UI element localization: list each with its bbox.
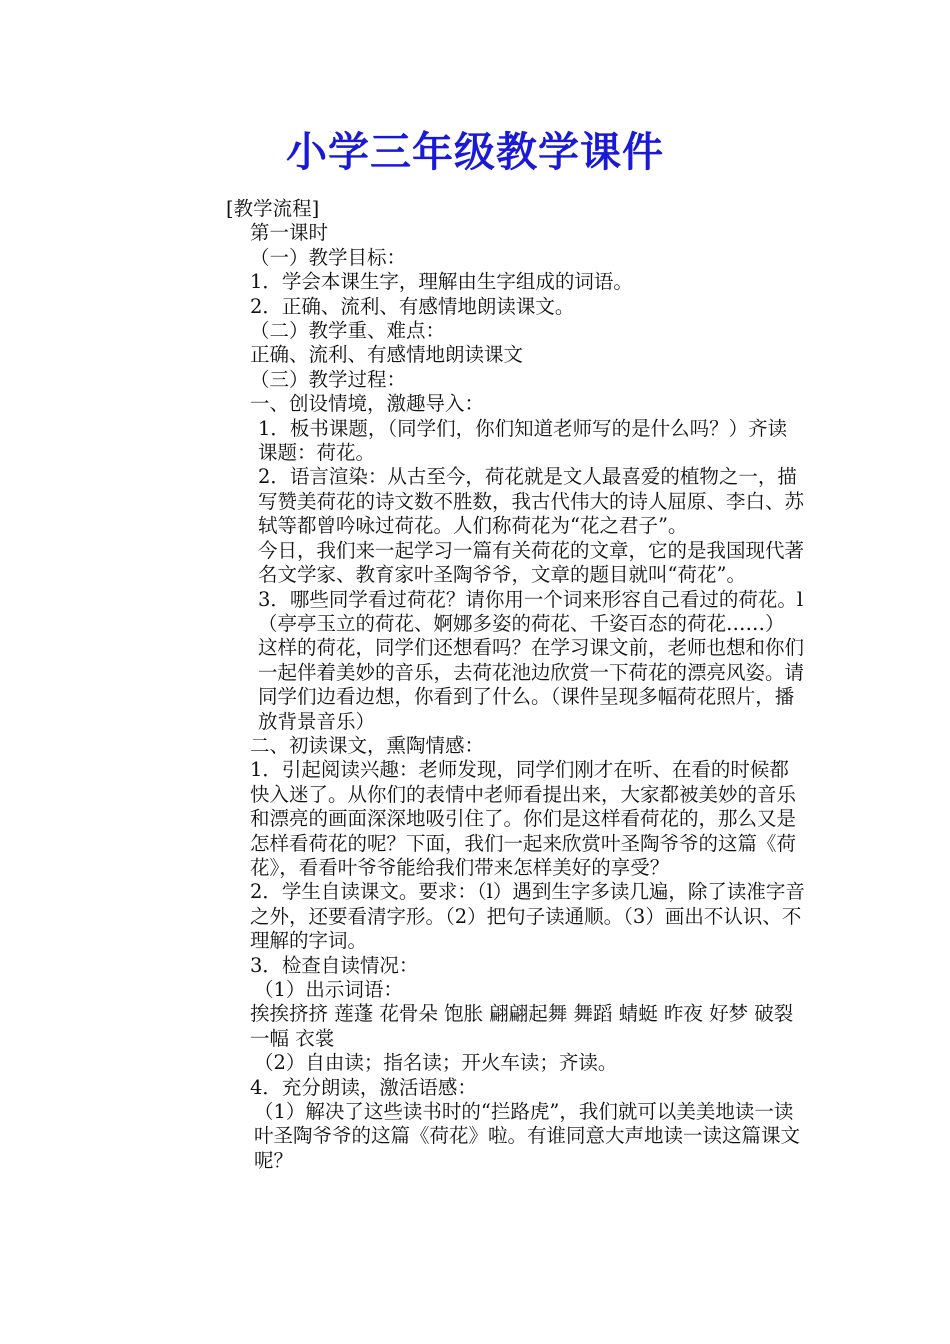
key-points-text: 正确、流利、有感情地朗读课文 bbox=[250, 343, 524, 367]
paragraph: 1．引起阅读兴趣：老师发现，同学们刚才在听、在看的时候都快入迷了。从你们的表情中老师看提出来，大家都被美妙的音乐和漂亮的画面深深地吸引住了。你们是这样看荷花的，那么又是怎样看荷花的呢？下面，我们一起来欣赏叶圣陶爷爷的这篇《荷花》，看看叶爷爷能给我们带来怎样美好的享受？ bbox=[250, 758, 797, 879]
paragraph: 2．语言渲染：从古至今，荷花就是文人最喜爱的植物之一，描写赞美荷花的诗文数不胜数，我古代伟大的诗人屈原、李白、苏轼等都曾吟咏过荷花。人们称荷花为“花之君子”。 bbox=[258, 465, 805, 538]
paragraph: 3．检查自读情况： bbox=[250, 953, 419, 977]
paragraph: （1）解决了这些读书时的“拦路虎”，我们就可以美美地读一读叶圣陶爷爷的这篇《荷花》啦。有谁同意大声地读一读这篇课文呢？ bbox=[254, 1100, 801, 1172]
goal-item: 1．学会本课生字，理解由生字组成的词语。 bbox=[250, 270, 633, 294]
goals-heading: （一）教学目标： bbox=[250, 245, 407, 269]
paragraph: 今日，我们来一起学习一篇有关荷花的文章，它的是我国现代著名文学家、教育家叶圣陶爷爷，文章的题目就叫“荷花”。 bbox=[258, 538, 805, 587]
lesson-label: 第一课时 bbox=[250, 221, 329, 245]
paragraph: 这样的荷花，同学们还想看吗？在学习课文前，老师也想和你们一起伴着美妙的音乐，去荷花池边欣赏一下荷花的漂亮风姿。请同学们边看边想，你看到了什么。（课件呈现多幅荷花照片，播放背景音乐） bbox=[258, 636, 805, 733]
step-heading: 一、创设情境，激趣导入： bbox=[250, 392, 485, 416]
section-label: [教学流程] bbox=[226, 197, 320, 220]
document-title: 小学三年级教学课件 bbox=[286, 128, 664, 176]
vocabulary-list: 挨挨挤挤 莲蓬 花骨朵 饱胀 翩翩起舞 舞蹈 蜻蜓 昨夜 好梦 破裂 一幅 衣裳 bbox=[250, 1002, 794, 1050]
paragraph: 1．板书课题，（同学们，你们知道老师写的是什么吗？）齐读课题：荷花。 bbox=[258, 416, 788, 465]
key-points-heading: （二）教学重、难点： bbox=[250, 319, 446, 343]
document-body bbox=[146, 197, 806, 1173]
step-heading: 二、初读课文，熏陶情感： bbox=[250, 733, 485, 757]
paragraph: （2）自由读；指名读；开火车读；齐读。 bbox=[254, 1051, 618, 1075]
paragraph: 3．哪些同学看过荷花？请你用一个词来形容自己看过的荷花。l（亭亭玉立的荷花、婀娜多姿的荷花、千姿百态的荷花……） bbox=[258, 587, 804, 635]
process-heading: （三）教学过程： bbox=[250, 367, 407, 391]
goal-item: 2．正确、流利、有感情地朗读课文。 bbox=[250, 294, 575, 318]
paragraph: （1）出示词语： bbox=[254, 978, 403, 1001]
paragraph: 2．学生自读课文。要求：（l）遇到生字多读几遍，除了读准字音之外，还要看清字形。（2）把句子读通顺。（3）画出不认识、不理解的字词。 bbox=[250, 880, 805, 953]
paragraph: 4．充分朗读，激活语感： bbox=[250, 1075, 477, 1099]
